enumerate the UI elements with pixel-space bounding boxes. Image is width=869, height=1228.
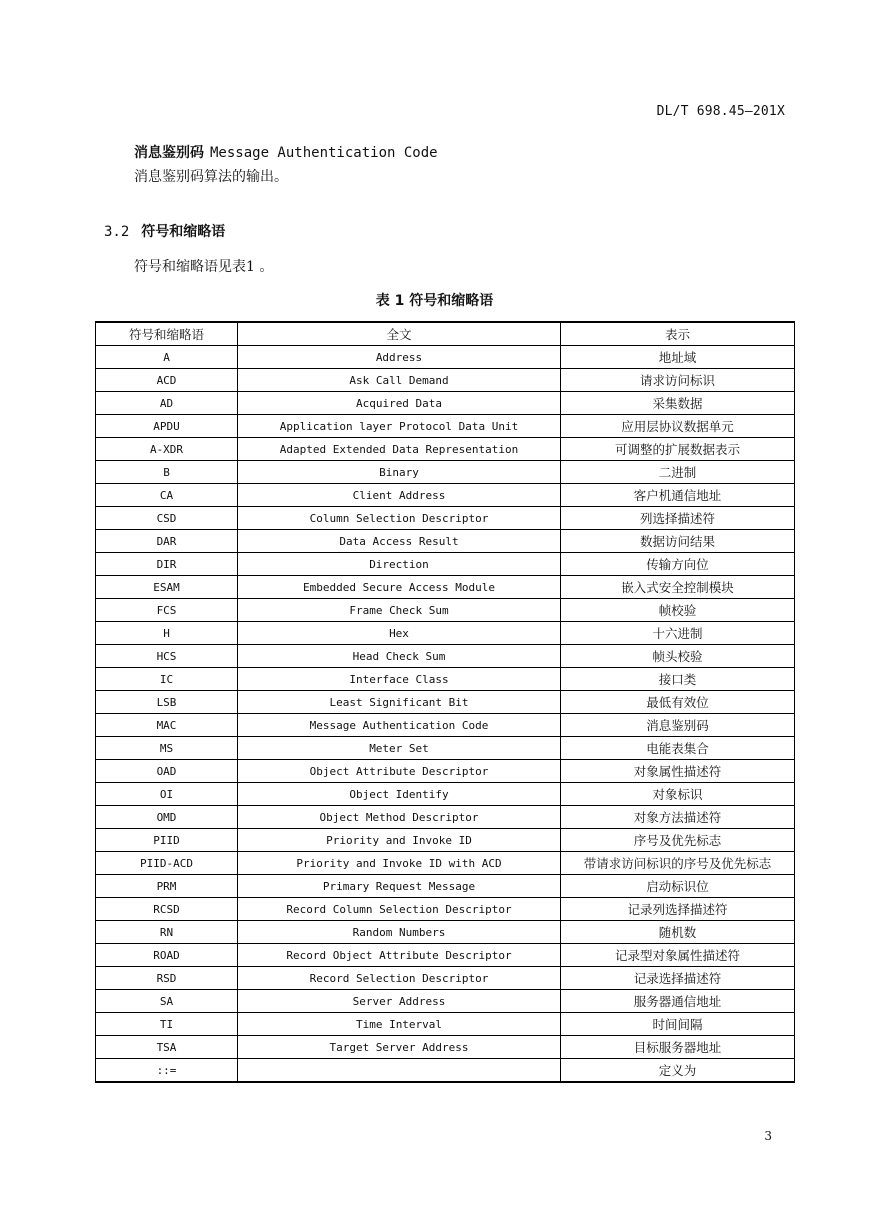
meaning-cell: 启动标识位 bbox=[561, 875, 795, 898]
full-text-cell: Direction bbox=[238, 553, 561, 576]
abbreviation-cell: ACD bbox=[96, 369, 238, 392]
full-text-cell: Record Column Selection Descriptor bbox=[238, 898, 561, 921]
table-row bbox=[96, 875, 795, 898]
table-row bbox=[96, 530, 795, 553]
section-heading bbox=[104, 221, 225, 241]
meaning-cell: 传输方向位 bbox=[561, 553, 795, 576]
full-text-cell: Record Object Attribute Descriptor bbox=[238, 944, 561, 967]
section-number: 3.2 bbox=[104, 224, 130, 240]
full-text-cell bbox=[238, 1059, 561, 1083]
full-text-cell: Message Authentication Code bbox=[238, 714, 561, 737]
page-number: 3 bbox=[764, 1129, 772, 1143]
table-row bbox=[96, 852, 795, 875]
table-row bbox=[96, 461, 795, 484]
meaning-cell: 最低有效位 bbox=[561, 691, 795, 714]
abbreviation-cell: DIR bbox=[96, 553, 238, 576]
table-row bbox=[96, 806, 795, 829]
table-row bbox=[96, 668, 795, 691]
full-text-cell: Head Check Sum bbox=[238, 645, 561, 668]
meaning-cell: 对象方法描述符 bbox=[561, 806, 795, 829]
table-row bbox=[96, 438, 795, 461]
term-definition: 消息鉴别码算法的输出。 bbox=[134, 169, 288, 185]
meaning-cell: 帧头校验 bbox=[561, 645, 795, 668]
abbreviation-cell: APDU bbox=[96, 415, 238, 438]
abbreviation-cell: HCS bbox=[96, 645, 238, 668]
table-caption: 表 1 符号和缩略语 bbox=[375, 293, 494, 309]
document-header-code: DL/T 698.45—201X bbox=[656, 104, 785, 119]
abbreviation-cell: H bbox=[96, 622, 238, 645]
table-row bbox=[96, 415, 795, 438]
table-row bbox=[96, 369, 795, 392]
full-text-cell: Binary bbox=[238, 461, 561, 484]
table-row bbox=[96, 507, 795, 530]
abbreviation-cell: A bbox=[96, 346, 238, 369]
full-text-cell: Meter Set bbox=[238, 737, 561, 760]
meaning-cell: 目标服务器地址 bbox=[561, 1036, 795, 1059]
abbreviation-cell: RCSD bbox=[96, 898, 238, 921]
meaning-cell: 数据访问结果 bbox=[561, 530, 795, 553]
full-text-cell: Record Selection Descriptor bbox=[238, 967, 561, 990]
abbreviation-cell: SA bbox=[96, 990, 238, 1013]
full-text-cell: Object Attribute Descriptor bbox=[238, 760, 561, 783]
table-row bbox=[96, 553, 795, 576]
table-row bbox=[96, 1036, 795, 1059]
column-header-abbreviation: 符号和缩略语 bbox=[96, 322, 238, 346]
term-title-en: Message Authentication Code bbox=[210, 145, 438, 161]
abbreviation-cell: MS bbox=[96, 737, 238, 760]
table-body bbox=[96, 346, 795, 1083]
meaning-cell: 嵌入式安全控制模块 bbox=[561, 576, 795, 599]
table-row bbox=[96, 576, 795, 599]
abbreviation-cell: OMD bbox=[96, 806, 238, 829]
abbreviation-cell: ROAD bbox=[96, 944, 238, 967]
meaning-cell: 十六进制 bbox=[561, 622, 795, 645]
meaning-cell: 可调整的扩展数据表示 bbox=[561, 438, 795, 461]
meaning-cell: 接口类 bbox=[561, 668, 795, 691]
abbreviation-cell: RN bbox=[96, 921, 238, 944]
abbreviation-cell: PIID-ACD bbox=[96, 852, 238, 875]
table-row bbox=[96, 967, 795, 990]
abbreviation-cell: AD bbox=[96, 392, 238, 415]
abbreviation-cell: OAD bbox=[96, 760, 238, 783]
abbreviation-cell: ESAM bbox=[96, 576, 238, 599]
table-row bbox=[96, 783, 795, 806]
abbreviation-cell: A-XDR bbox=[96, 438, 238, 461]
abbreviation-cell: TSA bbox=[96, 1036, 238, 1059]
meaning-cell: 消息鉴别码 bbox=[561, 714, 795, 737]
abbreviation-cell: MAC bbox=[96, 714, 238, 737]
abbreviation-cell: TI bbox=[96, 1013, 238, 1036]
abbreviation-cell: OI bbox=[96, 783, 238, 806]
full-text-cell: Hex bbox=[238, 622, 561, 645]
meaning-cell: 请求访问标识 bbox=[561, 369, 795, 392]
column-header-meaning: 表示 bbox=[561, 322, 795, 346]
full-text-cell: Column Selection Descriptor bbox=[238, 507, 561, 530]
abbreviation-cell: ::= bbox=[96, 1059, 238, 1083]
full-text-cell: Least Significant Bit bbox=[238, 691, 561, 714]
abbreviation-cell: DAR bbox=[96, 530, 238, 553]
table-row bbox=[96, 622, 795, 645]
full-text-cell: Priority and Invoke ID bbox=[238, 829, 561, 852]
abbreviation-cell: LSB bbox=[96, 691, 238, 714]
full-text-cell: Object Method Descriptor bbox=[238, 806, 561, 829]
table-row bbox=[96, 599, 795, 622]
table-row bbox=[96, 760, 795, 783]
meaning-cell: 应用层协议数据单元 bbox=[561, 415, 795, 438]
meaning-cell: 对象属性描述符 bbox=[561, 760, 795, 783]
meaning-cell: 二进制 bbox=[561, 461, 795, 484]
table-row bbox=[96, 990, 795, 1013]
full-text-cell: Primary Request Message bbox=[238, 875, 561, 898]
abbreviation-cell: RSD bbox=[96, 967, 238, 990]
full-text-cell: Frame Check Sum bbox=[238, 599, 561, 622]
full-text-cell: Interface Class bbox=[238, 668, 561, 691]
abbreviation-table bbox=[95, 321, 795, 1083]
meaning-cell: 记录选择描述符 bbox=[561, 967, 795, 990]
full-text-cell: Embedded Secure Access Module bbox=[238, 576, 561, 599]
table-row bbox=[96, 829, 795, 852]
table-row bbox=[96, 484, 795, 507]
full-text-cell: Time Interval bbox=[238, 1013, 561, 1036]
abbreviation-cell: CSD bbox=[96, 507, 238, 530]
table-row bbox=[96, 346, 795, 369]
abbreviation-cell: B bbox=[96, 461, 238, 484]
full-text-cell: Random Numbers bbox=[238, 921, 561, 944]
meaning-cell: 帧校验 bbox=[561, 599, 795, 622]
meaning-cell: 对象标识 bbox=[561, 783, 795, 806]
meaning-cell: 地址域 bbox=[561, 346, 795, 369]
full-text-cell: Client Address bbox=[238, 484, 561, 507]
table-row bbox=[96, 645, 795, 668]
column-header-full-text: 全文 bbox=[238, 322, 561, 346]
table-row bbox=[96, 944, 795, 967]
full-text-cell: Object Identify bbox=[238, 783, 561, 806]
table-row bbox=[96, 737, 795, 760]
term-title bbox=[134, 142, 438, 162]
meaning-cell: 客户机通信地址 bbox=[561, 484, 795, 507]
full-text-cell: Ask Call Demand bbox=[238, 369, 561, 392]
meaning-cell: 记录型对象属性描述符 bbox=[561, 944, 795, 967]
table-row bbox=[96, 714, 795, 737]
full-text-cell: Application layer Protocol Data Unit bbox=[238, 415, 561, 438]
meaning-cell: 记录列选择描述符 bbox=[561, 898, 795, 921]
meaning-cell: 定义为 bbox=[561, 1059, 795, 1083]
meaning-cell: 随机数 bbox=[561, 921, 795, 944]
full-text-cell: Target Server Address bbox=[238, 1036, 561, 1059]
full-text-cell: Acquired Data bbox=[238, 392, 561, 415]
table-row bbox=[96, 898, 795, 921]
table-row bbox=[96, 392, 795, 415]
meaning-cell: 电能表集合 bbox=[561, 737, 795, 760]
abbreviation-cell: PIID bbox=[96, 829, 238, 852]
abbreviation-cell: FCS bbox=[96, 599, 238, 622]
abbreviation-cell: IC bbox=[96, 668, 238, 691]
meaning-cell: 时间间隔 bbox=[561, 1013, 795, 1036]
term-title-cn: 消息鉴别码 bbox=[134, 145, 204, 161]
meaning-cell: 序号及优先标志 bbox=[561, 829, 795, 852]
section-body: 符号和缩略语见表1 。 bbox=[134, 259, 274, 275]
table-row bbox=[96, 1059, 795, 1083]
section-title: 符号和缩略语 bbox=[141, 224, 226, 240]
table-row bbox=[96, 691, 795, 714]
full-text-cell: Address bbox=[238, 346, 561, 369]
table-header-row bbox=[96, 322, 795, 346]
table-row bbox=[96, 921, 795, 944]
full-text-cell: Server Address bbox=[238, 990, 561, 1013]
abbreviation-cell: CA bbox=[96, 484, 238, 507]
full-text-cell: Priority and Invoke ID with ACD bbox=[238, 852, 561, 875]
full-text-cell: Data Access Result bbox=[238, 530, 561, 553]
full-text-cell: Adapted Extended Data Representation bbox=[238, 438, 561, 461]
abbreviation-cell: PRM bbox=[96, 875, 238, 898]
meaning-cell: 列选择描述符 bbox=[561, 507, 795, 530]
meaning-cell: 带请求访问标识的序号及优先标志 bbox=[561, 852, 795, 875]
meaning-cell: 采集数据 bbox=[561, 392, 795, 415]
table-row bbox=[96, 1013, 795, 1036]
meaning-cell: 服务器通信地址 bbox=[561, 990, 795, 1013]
